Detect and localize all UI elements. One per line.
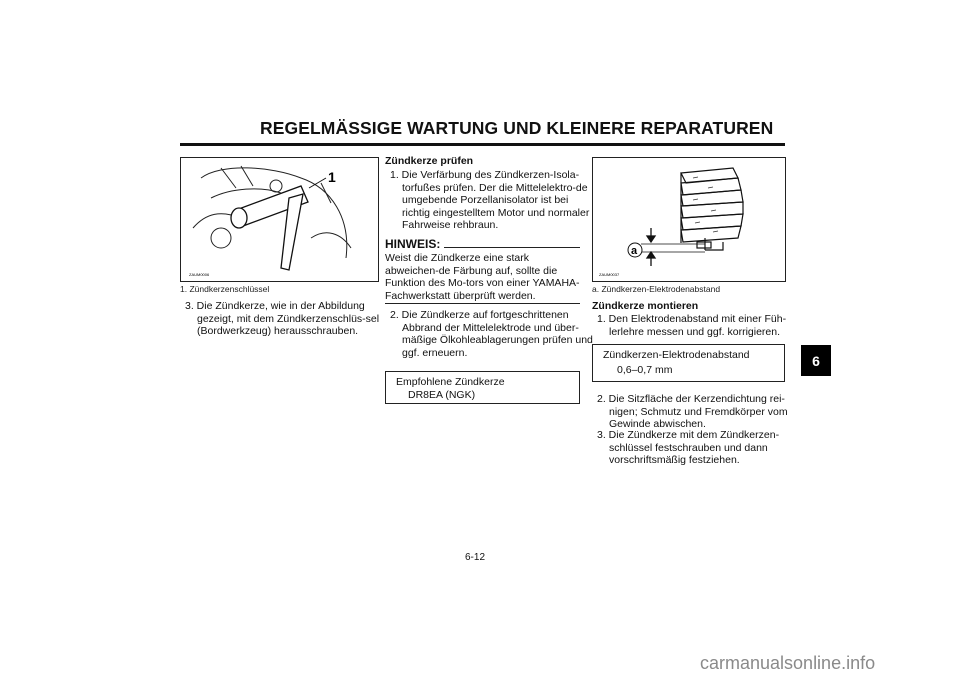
note-rule <box>444 247 580 248</box>
figure-code: ZAUM0006 <box>189 272 210 277</box>
figure-caption-gap: a. Zündkerzen-Elektrodenabstand <box>592 284 721 294</box>
section-heading-install-plug: Zündkerze montieren <box>592 300 699 312</box>
spark-plug-illustration <box>593 158 785 281</box>
figure-callout-a: a <box>631 245 638 257</box>
recommended-plug-title: Empfohlene Zündkerze <box>396 376 505 388</box>
step-1-check-insulator: 1. Die Verfärbung des Zündkerzen-Isola-torfußes prüfen. Der die Mittelelektro-de umgebende Porzellanisolator ist bei richtig eingestelltem Motor und normaler Fahrweise rehbraun. <box>390 169 590 232</box>
recommended-plug-box <box>385 371 580 404</box>
chapter-number: 6 <box>812 352 820 369</box>
figure-caption: 1. Zündkerzenschlüssel <box>180 284 270 294</box>
chapter-tab <box>801 345 831 376</box>
page-number: 6-12 <box>465 552 486 563</box>
watermark[interactable]: carmanualsonline.info <box>700 653 876 673</box>
section-heading-check-plug: Zündkerze prüfen <box>385 155 474 167</box>
electrode-gap-title: Zündkerzen-Elektrodenabstand <box>603 349 750 361</box>
electrode-gap-box <box>592 344 785 382</box>
step-2-check-electrode: 2. Die Zündkerze auf fortgeschrittenen Abbrand der Mittelelektrode und über-mäßige Ölkohleablagerungen prüfen und ggf. erneuern. <box>390 309 593 359</box>
step-1-measure-gap: 1. Den Elektrodenabstand mit einer Füh-lerlehre messen und ggf. korrigieren. <box>597 313 787 338</box>
recommended-plug-value: DR8EA (NGK) <box>408 388 476 401</box>
step-3-tighten-plug: 3. Die Zündkerze mit dem Zündkerzen-schlüssel festschrauben und dann vorschriftsmäßig festziehen. <box>597 429 780 467</box>
note-text: Weist die Zündkerze eine stark abweichen-de Färbung auf, sollte die Funktion des Mo-tors von einer YAMAHA-Fachwerkstatt überprüft werden. <box>385 252 580 302</box>
page-title: REGELMÄSSIGE WARTUNG UND KLEINERE REPARATUREN <box>260 118 774 138</box>
step-2-clean-seat: 2. Die Sitzfläche der Kerzendichtung rei-nigen; Schmutz und Fremdkörper vom Gewinde abwischen. <box>597 393 788 431</box>
note-header <box>385 237 580 251</box>
title-rule <box>180 143 785 146</box>
note-end-rule <box>385 303 580 304</box>
note-label: HINWEIS: <box>385 237 441 251</box>
spark-plug-wrench-figure <box>180 157 379 282</box>
electrode-gap-figure <box>592 157 786 282</box>
electrode-gap-value: 0,6–0,7 mm <box>617 363 673 376</box>
wrench-illustration <box>181 158 378 281</box>
step-3-remove-plug: 3. Die Zündkerze, wie in der Abbildung gezeigt, mit dem Zündkerzenschlüs-sel (Bordwerkzeug) herausschrauben. <box>185 300 380 338</box>
figure-callout-1: 1 <box>328 169 336 185</box>
figure-code-2: ZAUM0037 <box>599 272 620 277</box>
